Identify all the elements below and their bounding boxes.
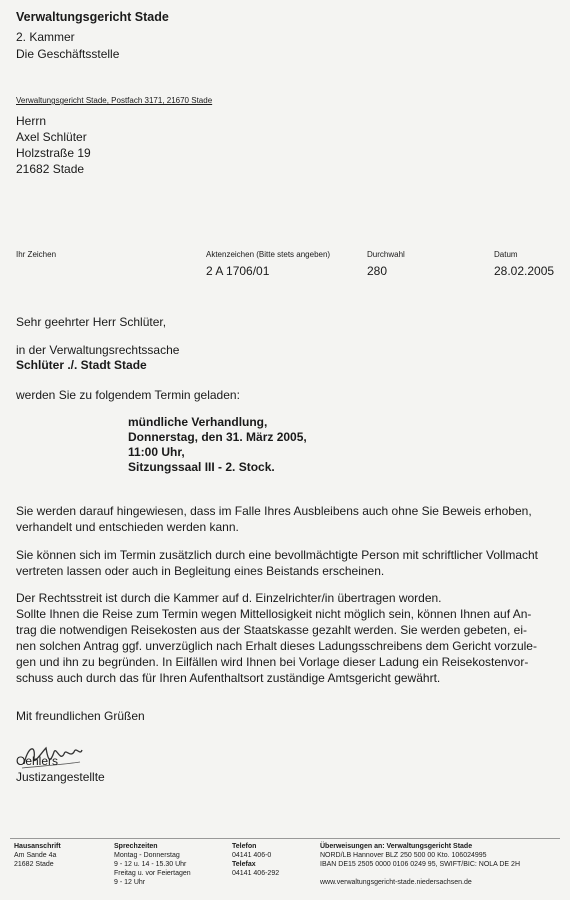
bank-line: IBAN DE15 2505 0000 0106 0249 95, SWIFT/BIC: NOLA DE 2H	[320, 861, 520, 868]
chamber: 2. Kammer	[16, 30, 75, 44]
telefon-label: Telefon	[232, 843, 257, 850]
ihr-zeichen-label: Ihr Zeichen	[16, 250, 57, 259]
sprechzeiten-line: Freitag u. vor Feiertagen	[114, 870, 191, 877]
office: Die Geschäftsstelle	[16, 47, 120, 61]
court-name: Verwaltungsgericht Stade	[16, 10, 169, 24]
appointment-type: mündliche Verhandlung,	[128, 415, 268, 429]
hausanschrift-line: Am Sande 4a	[14, 852, 57, 859]
paragraph-absence	[16, 503, 556, 535]
appointment-room: Sitzungssaal III - 2. Stock.	[128, 460, 275, 474]
paragraph-line: Sollte Ihnen die Reise zum Termin wegen Mittellosigkeit nicht möglich sein, können Ihnen auf An-	[16, 607, 532, 621]
footer-sprechzeiten	[114, 842, 191, 887]
hausanschrift-label: Hausanschrift	[14, 843, 61, 850]
sprechzeiten-line: 9 - 12 Uhr	[114, 879, 146, 886]
salutation: Sehr geehrter Herr Schlüter,	[16, 315, 167, 329]
sprechzeiten-line: 9 - 12 u. 14 - 15.30 Uhr	[114, 861, 187, 868]
footer-hausanschrift	[14, 842, 61, 869]
durchwahl-label: Durchwahl	[367, 250, 405, 259]
paragraph-line: Der Rechtsstreit ist durch die Kammer auf d. Einzelrichter/in übertragen worden.	[16, 591, 442, 605]
telefax-label: Telefax	[232, 861, 256, 868]
telefon: 04141 406-0	[232, 852, 272, 859]
website: www.verwaltungsgericht-stade.niedersachsen.de	[320, 879, 472, 886]
matter-title: Schlüter ./. Stadt Stade	[16, 358, 147, 372]
paragraph-line: gen und ihn zu begründen. In Eilfällen wird Ihnen bei Vorlage dieser Ladung ein Reisekostenvor-	[16, 655, 529, 669]
sender-line: Verwaltungsgericht Stade, Postfach 3171, 21670 Stade	[16, 96, 213, 105]
summons-line: werden Sie zu folgendem Termin geladen:	[16, 388, 240, 402]
paragraph-line: vertreten lassen oder auch in Begleitung eines Beistands erscheinen.	[16, 564, 385, 578]
paragraph-line: verhandelt und entschieden werden kann.	[16, 520, 239, 534]
aktenzeichen-label: Aktenzeichen (Bitte stets angeben)	[206, 250, 331, 259]
recipient-salutation: Herrn	[16, 114, 47, 128]
footer-bank	[320, 842, 520, 887]
datum-label: Datum	[494, 250, 518, 259]
datum: 28.02.2005	[494, 264, 555, 278]
appointment-date: Donnerstag, den 31. März 2005,	[128, 430, 307, 444]
closing: Mit freundlichen Grüßen	[16, 709, 145, 723]
paragraph-line: schuss auch durch das für Ihren Aufenthaltsort zuständige Amtsgericht gewährt.	[16, 671, 441, 685]
paragraph-line: Sie können sich im Termin zusätzlich durch eine bevollmächtigte Person mit schriftlicher Vollmacht	[16, 548, 539, 562]
signer-title: Justizangestellte	[16, 770, 105, 784]
footer-contact	[232, 842, 279, 878]
paragraph-line: nen solchen Antrag ggf. unverzüglich nach Erhalt dieses Ladungsschreibens dem Gericht vorzule-	[16, 639, 537, 653]
bank-label: Überweisungen an: Verwaltungsgericht Stade	[320, 843, 473, 850]
recipient-street: Holzstraße 19	[16, 146, 91, 160]
paragraph-line: Sie werden darauf hingewiesen, dass im Falle Ihres Ausbleibens auch ohne Sie Beweis erhoben,	[16, 504, 532, 518]
footer-divider	[10, 838, 560, 839]
appointment-time: 11:00 Uhr,	[128, 445, 185, 459]
sprechzeiten-label: Sprechzeiten	[114, 843, 158, 850]
sprechzeiten-line: Montag - Donnerstag	[114, 852, 180, 859]
recipient-city: 21682 Stade	[16, 162, 85, 176]
telefax: 04141 406-292	[232, 870, 280, 877]
aktenzeichen: 2 A 1706/01	[206, 264, 270, 278]
bank-line: NORD/LB Hannover BLZ 250 500 00 Kto. 106024995	[320, 852, 487, 859]
matter-intro: in der Verwaltungsrechtssache	[16, 343, 180, 357]
paragraph-line: trag die notwendigen Reisekosten aus der Staatskasse gezahlt werden. Sie werden gebeten, ei-	[16, 623, 527, 637]
hausanschrift-line: 21682 Stade	[14, 861, 54, 868]
paragraph-representation	[16, 547, 556, 579]
paragraph-travel-costs	[16, 590, 556, 686]
signer-name: Oehlers	[16, 754, 59, 768]
recipient-name: Axel Schlüter	[16, 130, 87, 144]
durchwahl: 280	[367, 264, 388, 278]
